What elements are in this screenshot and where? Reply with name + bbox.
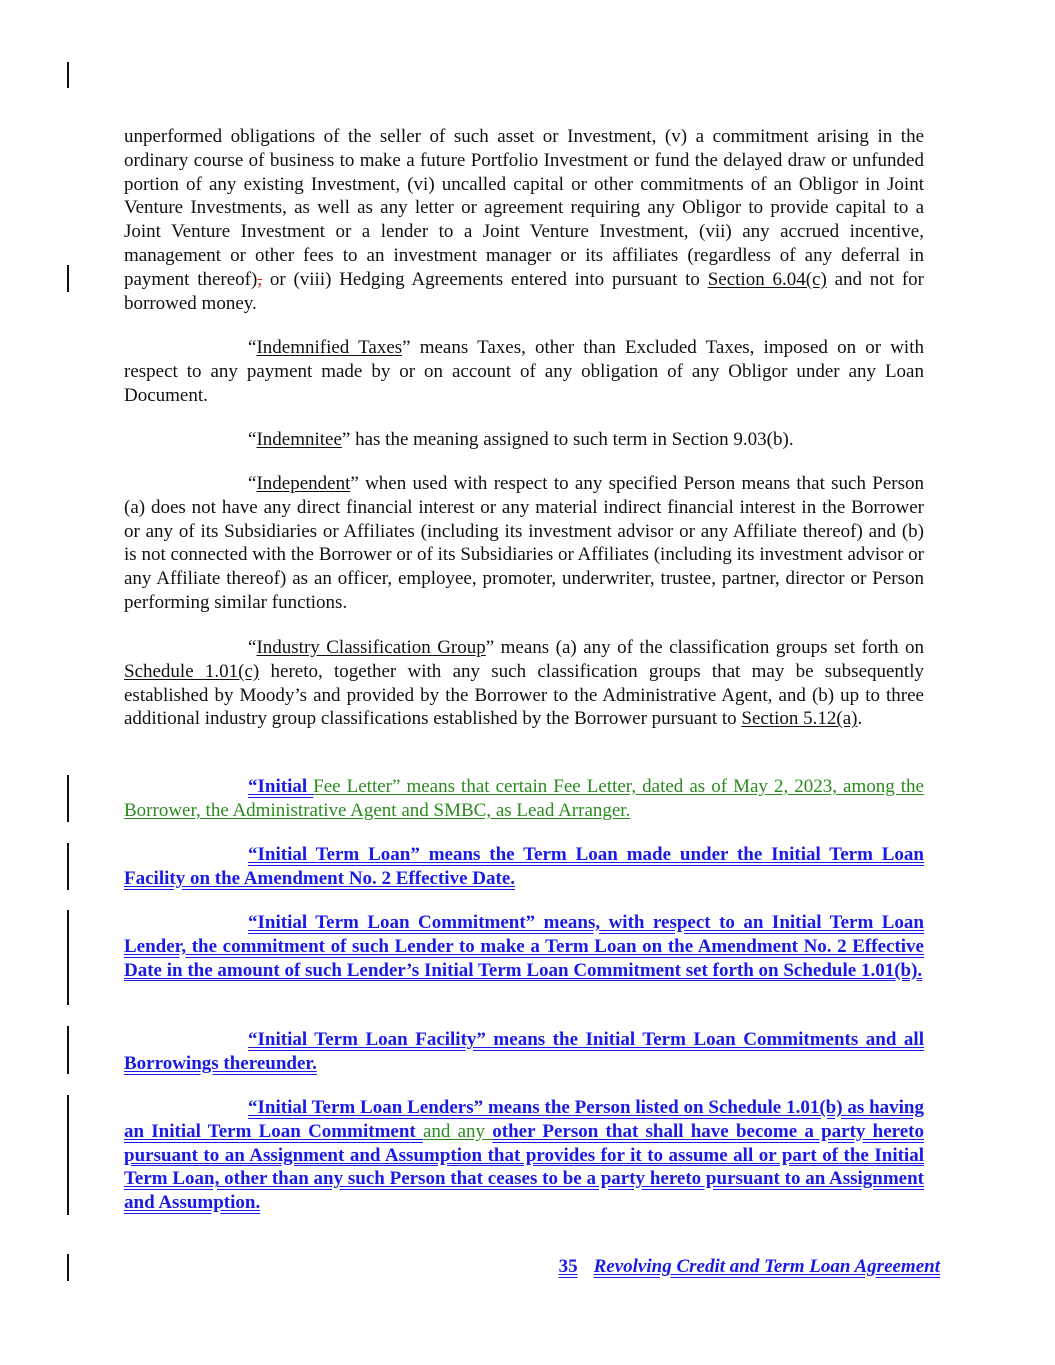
document-title: Revolving Credit and Term Loan Agreement xyxy=(593,1256,940,1277)
text: . xyxy=(857,708,863,730)
defined-term: Independent xyxy=(256,473,351,494)
text: ” means (a) any of the classification groups set forth on xyxy=(485,637,924,658)
definition-initial-term-loan-lenders xyxy=(124,1096,924,1215)
inserted-text: other Person that shall have become a party hereto pursuant to an Assignment and Assumption that provides for it to assume all or part of the Initial Term Loan, other than any such Person that ceases to be a party hereto pursuant to an Assignment and Assumption. xyxy=(124,1120,924,1214)
text: “ xyxy=(248,337,257,358)
defined-term: Indemnitee xyxy=(256,429,342,450)
definition-initial-term-loan-facility xyxy=(124,1028,924,1076)
text: ” has the meaning assigned to such term in Section 9.03(b). xyxy=(341,429,794,450)
section-link[interactable]: Section 5.12(a) xyxy=(741,708,858,730)
page-number: 35 xyxy=(558,1256,578,1277)
change-bar xyxy=(67,265,69,292)
inserted-text: “Initial Term Loan Commitment” means, with respect to an Initial Term Loan Lender, the commitment of such Lender to make a Term Loan on the Amendment No. 2 Effective Date in the amount of such Lender’s Initial Term Loan Commitment set forth on Schedule 1.01(b). xyxy=(124,912,924,981)
defined-term: Indemnified Taxes xyxy=(256,337,403,358)
inserted-text: “Initial Term Loan Lenders” means the Person listed on Schedule 1.01(b) as having an Initial Term Loan Commitment xyxy=(124,1097,924,1142)
moved-text: and any xyxy=(422,1120,493,1142)
deleted-text: , xyxy=(257,268,263,290)
text: unperformed obligations of the seller of such asset or Investment, (v) a commitment arising in the ordinary course of business to make a future Portfolio Investment or fund the delayed draw or unfunded portion of any existing Investment, (vi) uncalled capital or other commitments of an Obligor in Joint Venture Investments, as well as any letter or agreement requiring any Obligor to provide capital to a Joint Venture Investment or a lender to a Joint Venture Investment, (vii) any accrued incentive, management or other fees to an investment manager or its affiliates (regardless of any deferral in payment thereof) xyxy=(124,126,924,290)
text: “ xyxy=(248,429,257,450)
text: “ xyxy=(248,473,257,494)
change-bar xyxy=(67,62,69,88)
paragraph-continuation xyxy=(124,125,924,315)
moved-text: Fee Letter” means that certain Fee Letter, dated as of May 2, 2023, among the Borrower, the Administrative Agent and SMBC, as Lead Arranger. xyxy=(124,776,924,821)
change-bar xyxy=(67,775,69,822)
change-bar xyxy=(67,1254,69,1281)
text: or (viii) Hedging Agreements entered into pursuant to xyxy=(262,268,708,290)
change-bar xyxy=(67,910,69,1005)
section-link[interactable]: Section 6.04(c) xyxy=(707,268,827,290)
text: and not for borrowed money. xyxy=(124,268,924,314)
definition-independent xyxy=(124,472,924,615)
change-bar xyxy=(67,1026,69,1074)
inserted-text: “Initial Term Loan Facility” means the Initial Term Loan Commitments and all Borrowings thereunder. xyxy=(124,1029,924,1074)
change-bar xyxy=(67,1095,69,1215)
page-footer xyxy=(559,1256,940,1278)
inserted-text: “Initial xyxy=(248,776,314,797)
schedule-link[interactable]: Schedule 1.01(c) xyxy=(124,660,260,682)
definition-initial-term-loan-commitment xyxy=(124,911,924,982)
change-bar xyxy=(67,843,69,890)
text: hereto, together with any such classification groups that may be subsequently established by Moody’s and provided by the Borrower to the Administrative Agent, and (b) up to three additional industry group classifications established by the Borrower pursuant to xyxy=(124,660,924,730)
definition-initial-fee-letter xyxy=(124,775,924,823)
definition-indemnified-taxes xyxy=(124,336,924,407)
definition-initial-term-loan xyxy=(124,843,924,891)
text: “ xyxy=(248,637,257,658)
definition-indemnitee xyxy=(124,428,924,452)
defined-term: Industry Classification Group xyxy=(256,637,486,658)
text: ” when used with respect to any specified Person means that such Person (a) does not have any direct financial interest or any material indirect financial interest in the Borrower or any of its Subsidiaries or Affiliates (including its investment advisor or any Affiliate thereof) and (b) is not connected with the Borrower or of its Subsidiaries or Affiliates (including its investment advisor or any Affiliate thereof) as an officer, employee, promoter, underwriter, trustee, partner, director or Person performing similar functions. xyxy=(124,473,924,613)
text: ” means Taxes, other than Excluded Taxes, imposed on or with respect to any payment made by or on account of any obligation of any Obligor under any Loan Document. xyxy=(124,337,924,406)
definition-industry-classification-group xyxy=(124,636,924,731)
inserted-text: “Initial Term Loan” means the Term Loan made under the Initial Term Loan Facility on the Amendment No. 2 Effective Date. xyxy=(124,844,924,889)
